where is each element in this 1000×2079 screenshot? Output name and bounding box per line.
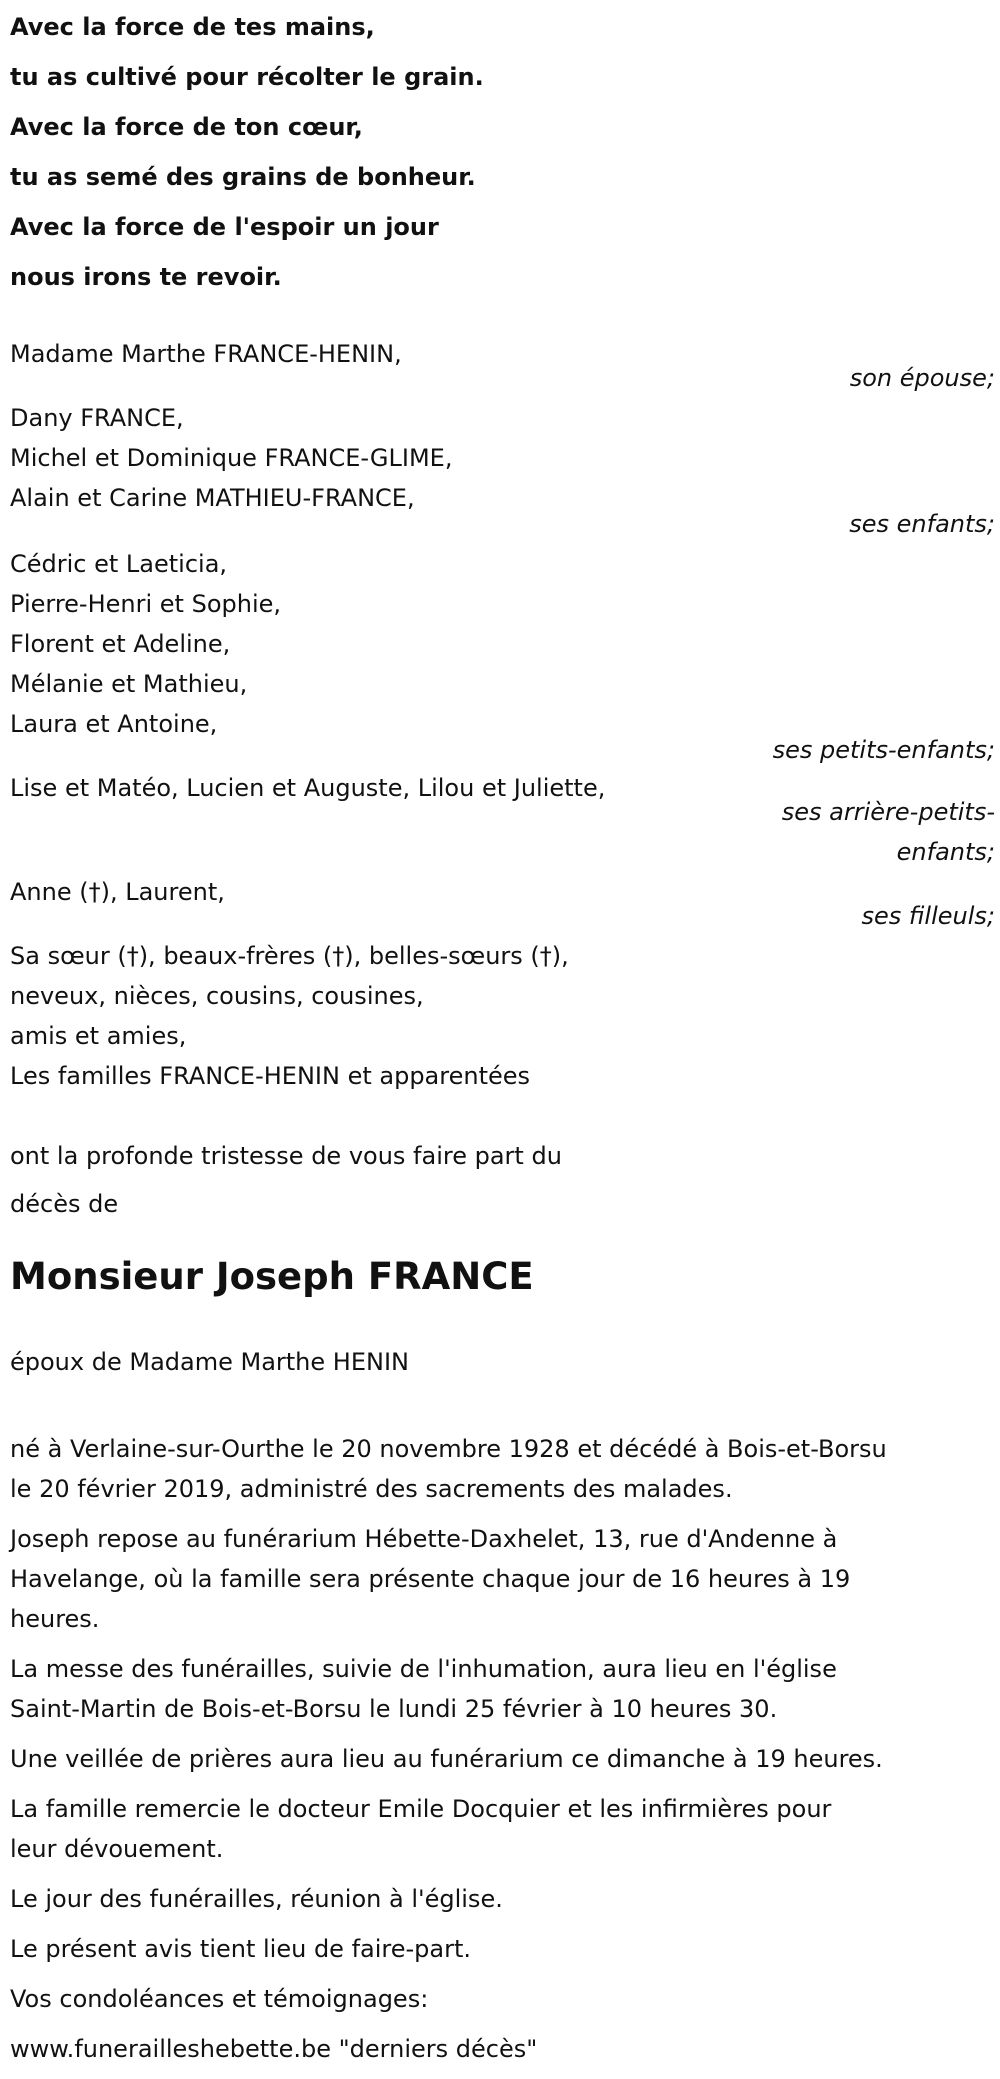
- relation-label-children: ses enfants;: [849, 510, 995, 538]
- family-name: Sa sœur (†), beaux-frères (†), belles-sœurs (†),: [10, 942, 569, 970]
- family-name: Madame Marthe FRANCE-HENIN,: [10, 340, 402, 368]
- relation-label-spouse: son épouse;: [849, 364, 995, 392]
- announcement-line: décès de: [10, 1190, 119, 1218]
- relation-label-grandchildren: ses petits-enfants;: [772, 736, 995, 764]
- paragraph-notice: Le présent avis tient lieu de faire-part.: [10, 1935, 472, 1963]
- family-name: Cédric et Laeticia,: [10, 550, 228, 578]
- poem-line: Avec la force de tes mains,: [10, 13, 375, 41]
- paragraph-vigil: Une veillée de prières aura lieu au funérarium ce dimanche à 19 heures.: [10, 1745, 883, 1773]
- paragraph-thanks: La famille remercie le docteur Emile Docquier et les infirmières pour leur dévouement.: [10, 1795, 832, 1863]
- paragraph-mass: La messe des funérailles, suivie de l'inhumation, aura lieu en l'église Saint-Martin de Bois-et-Borsu le lundi 25 février à 10 heures 30.: [10, 1655, 837, 1723]
- relation-label-godchildren: ses filleuls;: [861, 902, 995, 930]
- family-names-spouse: [10, 334, 402, 374]
- announcement-text: [10, 1132, 562, 1228]
- family-names-children: [10, 398, 452, 518]
- paragraph-birth-death: né à Verlaine-sur-Ourthe le 20 novembre 1928 et décédé à Bois-et-Borsu le 20 février 2019, administré des sacrements des malades.: [10, 1435, 887, 1503]
- family-name: neveux, nièces, cousins, cousines,: [10, 982, 424, 1010]
- family-name: Laura et Antoine,: [10, 710, 218, 738]
- family-name: Dany FRANCE,: [10, 404, 184, 432]
- family-name: Lise et Matéo, Lucien et Auguste, Lilou et Juliette,: [10, 774, 606, 802]
- poem-line: tu as semé des grains de bonheur.: [10, 163, 476, 191]
- relation-label-line: enfants;: [896, 838, 995, 866]
- family-names-grandchildren: [10, 544, 281, 744]
- paragraph-website: www.funerailleshebette.be "derniers décès": [10, 2035, 538, 2063]
- family-names-godchildren: [10, 872, 225, 912]
- poem-line: Avec la force de ton cœur,: [10, 113, 363, 141]
- family-name: Pierre-Henri et Sophie,: [10, 590, 282, 618]
- paragraph-gathering: Le jour des funérailles, réunion à l'église.: [10, 1885, 503, 1913]
- family-name: Mélanie et Mathieu,: [10, 670, 248, 698]
- family-names-others: [10, 936, 569, 1096]
- poem: [10, 8, 484, 308]
- paragraph-condolences: Vos condoléances et témoignages:: [10, 1985, 429, 2013]
- relation-label-line: ses arrière-petits-: [781, 798, 995, 826]
- spouse-line: époux de Madame Marthe HENIN: [10, 1348, 409, 1376]
- family-name: Florent et Adeline,: [10, 630, 231, 658]
- family-name: Les familles FRANCE-HENIN et apparentées: [10, 1062, 531, 1090]
- family-name: Anne (†), Laurent,: [10, 878, 225, 906]
- poem-line: Avec la force de l'espoir un jour: [10, 213, 439, 241]
- poem-line: tu as cultivé pour récolter le grain.: [10, 63, 484, 91]
- details-section: [10, 1429, 995, 2079]
- poem-line: nous irons te revoir.: [10, 263, 282, 291]
- relation-label-great-grandchildren: [782, 792, 995, 872]
- family-name: Michel et Dominique FRANCE-GLIME,: [10, 444, 453, 472]
- announcement-line: ont la profonde tristesse de vous faire part du: [10, 1142, 562, 1170]
- paragraph-funeral-home: Joseph repose au funérarium Hébette-Daxhelet, 13, rue d'Andenne à Havelange, où la famille sera présente chaque jour de 16 heures à 19 heures.: [10, 1525, 851, 1633]
- family-name: Alain et Carine MATHIEU-FRANCE,: [10, 484, 415, 512]
- family-names-great-grandchildren: [10, 768, 605, 808]
- family-name: amis et amies,: [10, 1022, 187, 1050]
- deceased-name: Monsieur Joseph FRANCE: [10, 1255, 534, 1298]
